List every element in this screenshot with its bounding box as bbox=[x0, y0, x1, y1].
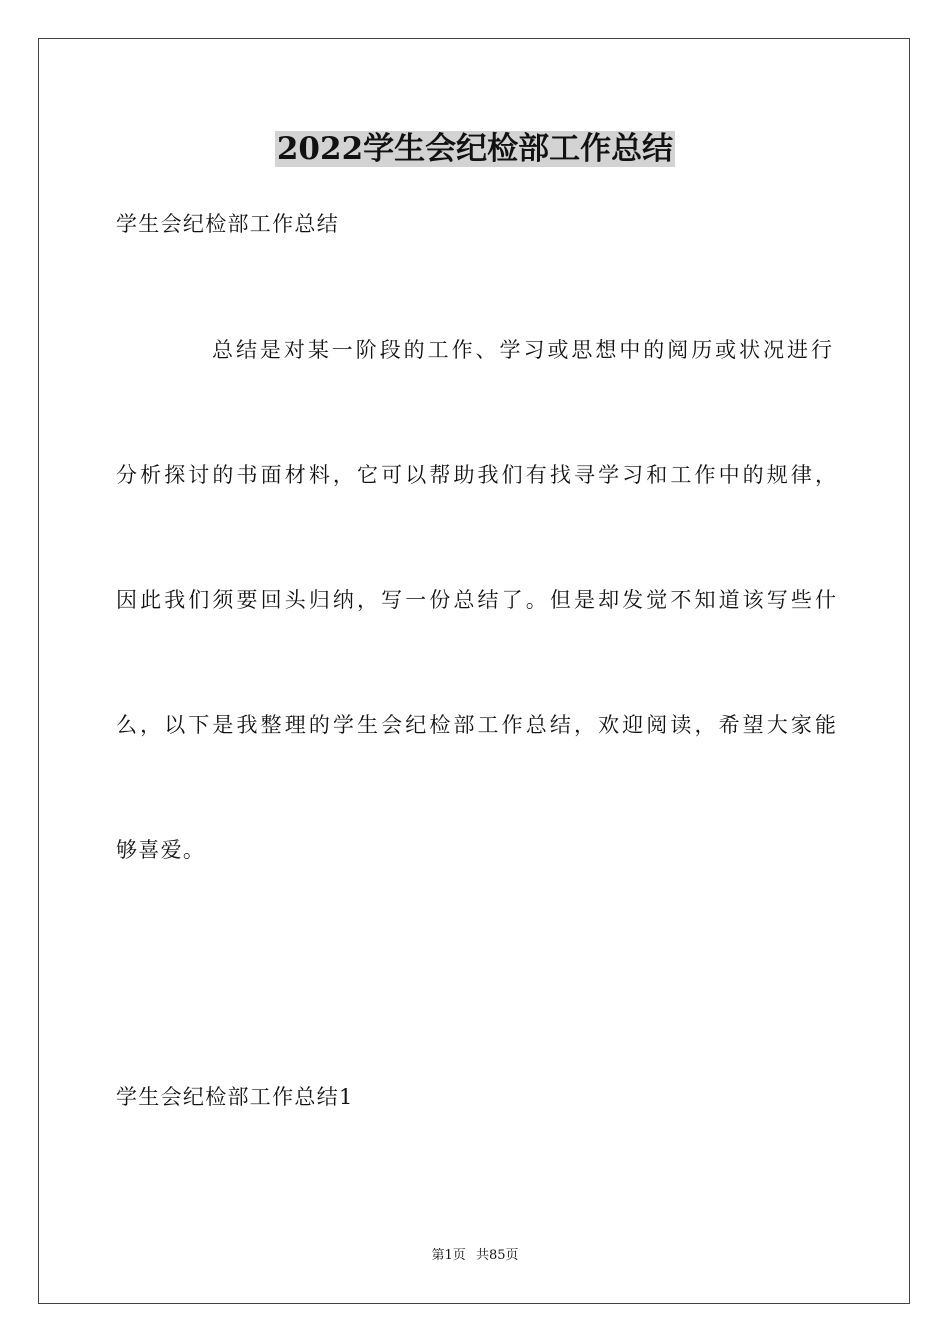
document-title bbox=[0, 126, 950, 172]
intro-line-4: 么，以下是我整理的学生会纪检部工作总结，欢迎阅读，希望大家能 bbox=[116, 713, 836, 737]
intro-line-3: 因此我们须要回头归纳，写一份总结了。但是却发觉不知道该写些什 bbox=[116, 588, 836, 612]
document-subtitle: 学生会纪检部工作总结 bbox=[116, 212, 339, 236]
page-footer bbox=[0, 1246, 950, 1266]
section-heading: 学生会纪检部工作总结1 bbox=[116, 1085, 354, 1109]
intro-line-5: 够喜爱。 bbox=[116, 838, 206, 862]
page-total: 共85页 bbox=[475, 1248, 519, 1263]
intro-line-1: 总结是对某一阶段的工作、学习或思想中的阅历或状况进行 bbox=[212, 338, 832, 362]
document-title-text: 2022学生会纪检部工作总结 bbox=[276, 131, 674, 167]
intro-line-2: 分析探讨的书面材料，它可以帮助我们有找寻学习和工作中的规律， bbox=[116, 463, 836, 487]
page-number: 第1页 bbox=[431, 1248, 466, 1263]
